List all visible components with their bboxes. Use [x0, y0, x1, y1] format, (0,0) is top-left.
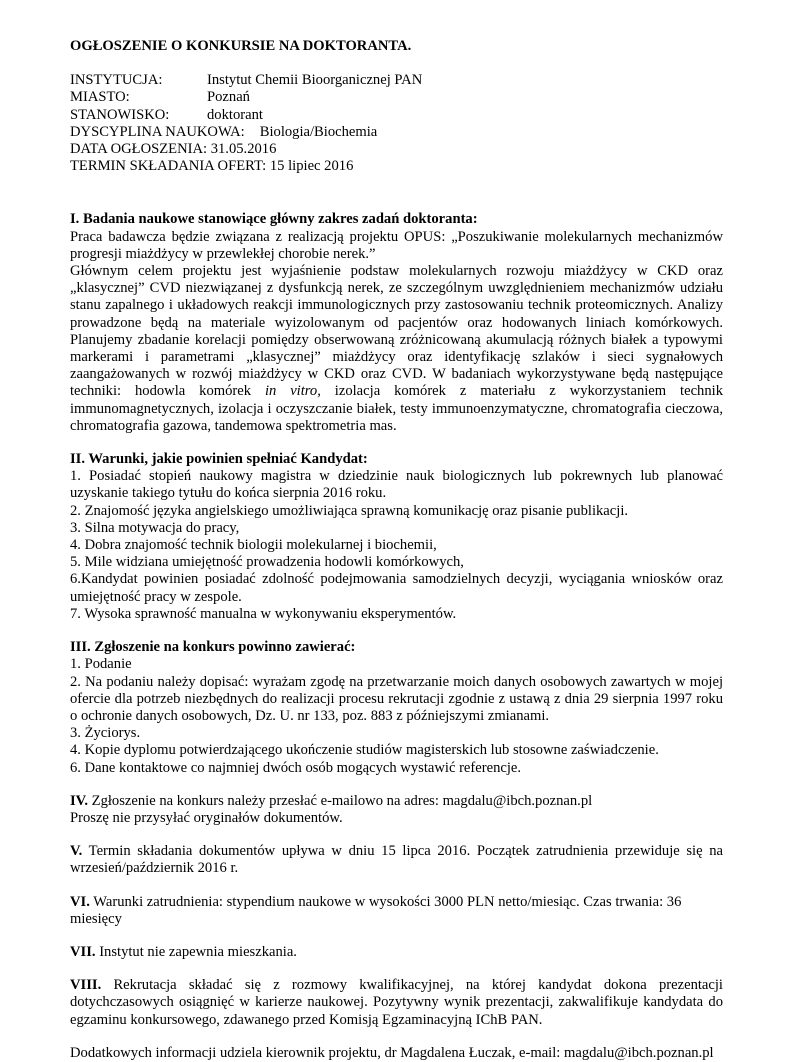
section-6-paragraph — [70, 894, 723, 928]
list-item: 3. Silna motywacja do pracy, — [70, 519, 240, 536]
termin-skladania: TERMIN SKŁADANIA OFERT: 15 lipiec 2016 — [70, 158, 354, 175]
section-2-heading: II. Warunki, jakie powinien spełniać Kandydat: — [70, 451, 368, 468]
instytucja-value: Instytut Chemii Bioorganicznej PAN — [207, 72, 423, 89]
list-item: 6. Dane kontaktowe co najmniej dwóch osób mogących wystawić referencje. — [70, 759, 522, 776]
section-8 — [70, 977, 723, 1029]
section-1-paragraph-2 — [70, 263, 723, 435]
section-4-text: Zgłoszenie na konkurs należy przesłać e-mailowo na adres: magdalu@ibch.poznan.pl — [88, 792, 593, 809]
section-5-paragraph — [70, 843, 723, 877]
section-4-number: IV. — [70, 792, 88, 809]
list-item: 1. Posiadać stopień naukowy magistra w dziedzinie nauk biologicznych lub pokrewnych lub planować uzyskanie takiego tytułu do końca sierpnia 2016 roku. — [70, 468, 723, 502]
section-5-number: V. — [70, 843, 83, 860]
p2-part-b: , izolacja komórek z materiału z wykorzystaniem technik immunomagnetycznych, izolacja i oczyszczanie białek, testy immunoenzymatyczne, chromatografia cieczowa, chromatografia gazowa, tandemowa spektrometria mas. — [70, 383, 723, 434]
section-8-text: Rekrutacja składać się z rozmowy kwalifikacyjnej, na której kandydat dokona prezentacji dotychczasowych osiągnięć w karierze naukowej. Pozytywny wynik prezentacji, zakwalifikuje kandydata do egzaminu konkursowego, zdawanego przed Komisją Egzaminacyjną IChB PAN. — [70, 977, 723, 1028]
list-item: 1. Podanie — [70, 656, 132, 673]
section-1-paragraph-1: Praca badawcza będzie związana z realizacją projektu OPUS: „Poszukiwanie molekularnych mechanizmów progresji miażdżycy w przewlekłej chorobie nerek.” — [70, 228, 723, 262]
info-row-dyscyplina — [70, 124, 723, 141]
info-row-instytucja — [70, 72, 723, 89]
section-7-number: VII. — [70, 943, 96, 960]
list-item: 2. Znajomość języka angielskiego umożliwiająca sprawną komunikację oraz pisanie publikacji. — [70, 502, 629, 519]
list-item: 7. Wysoka sprawność manualna w wykonywaniu eksperymentów. — [70, 605, 457, 622]
section-7-text: Instytut nie zapewnia mieszkania. — [95, 943, 297, 960]
miasto-value: Poznań — [207, 89, 250, 106]
list-item: 4. Kopie dyplomu potwierdzającego ukończenie studiów magisterskich lub stosowne zaświadczenie. — [70, 742, 659, 759]
info-row-stanowisko — [70, 107, 723, 124]
section-8-number: VIII. — [70, 977, 102, 994]
section-3 — [70, 639, 723, 777]
list-item: 5. Mile widziana umiejętność prowadzenia hodowli komórkowych, — [70, 554, 464, 571]
section-4-line-1 — [70, 793, 723, 810]
section-4-line-2: Proszę nie przysyłać oryginałów dokumentów. — [70, 809, 343, 826]
instytucja-label: INSTYTUCJA: — [70, 72, 163, 89]
section-6-number: VI. — [70, 893, 90, 910]
section-3-heading: III. Zgłoszenie na konkurs powinno zawierać: — [70, 639, 356, 656]
section-4 — [70, 793, 723, 827]
section-2 — [70, 451, 723, 623]
info-row-miasto — [70, 89, 723, 106]
section-7-paragraph — [70, 944, 723, 961]
p2-part-a: Głównym celem projektu jest wyjaśnienie podstaw molekularnych rozwoju miażdżycy w CKD oraz „klasycznej” CVD niezwiązanej z dysfunkcją nerek, ze szczególnym uwzględnieniem mechanizmów udziału stanu zapalnego i układowych reakcji immunologicznych przy zastosowaniu technik proteomicznych. Analizy prowadzone będą na materiale wyizolowanym od pacjentów oraz hodowanych liniach komórkowych. Planujemy zbadanie korelacji pomiędzy obserwowaną zróżnicowaną akumulacją różnych białek a typowymi markerami i parametrami „klasycznej” miażdżycy oraz identyfikację szlaków i sieci sygnałowych zaangażowanych w rozwój miażdżycy w CKD oraz CVD. W badaniach wykorzystywane będą następujące techniki: hodowla komórek — [70, 263, 723, 400]
dyscyplina-label: DYSCYPLINA NAUKOWA: — [70, 123, 245, 140]
section-7 — [70, 944, 723, 961]
section-1 — [70, 211, 723, 435]
stanowisko-value: doktorant — [207, 106, 263, 123]
section-5-text: Termin składania dokumentów upływa w dniu 15 lipca 2016. Początek zatrudnienia przewiduje się na wrzesień/październik 2016 r. — [70, 843, 723, 877]
list-item: 4. Dobra znajomość technik biologii molekularnej i biochemii, — [70, 537, 437, 554]
list-item: 2. Na podaniu należy dopisać: wyrażam zgodę na przetwarzanie moich danych osobowych zawartych w mojej ofercie dla potrzeb niezbędnych do realizacji procesu rekrutacji zgodnie z ustawą z dnia 29 sierpnia 1997 roku o ochronie danych osobowych, Dz. U. nr 133, poz. 883 z późniejszymi zmianami. — [70, 673, 723, 724]
section-5 — [70, 843, 723, 877]
section-8-paragraph — [70, 977, 723, 1029]
p2-italic: in vitro — [264, 383, 318, 400]
stanowisko-label: STANOWISKO: — [70, 106, 170, 123]
miasto-label: MIASTO: — [70, 89, 130, 106]
data-ogloszenia: DATA OGŁOSZENIA: 31.05.2016 — [70, 141, 277, 158]
list-item: 6.Kandydat powinien posiadać zdolność podejmowania samodzielnych decyzji, wyciągania wniosków oraz umiejętność pracy w zespole. — [70, 571, 723, 605]
footer-contact: Dodatkowych informacji udziela kierownik projektu, dr Magdalena Łuczak, e-mail: magdalu@ibch.poznan.pl — [70, 1044, 714, 1061]
info-block — [70, 72, 723, 175]
section-6 — [70, 894, 723, 928]
section-1-heading: I. Badania naukowe stanowiące główny zakres zadań doktoranta: — [70, 211, 478, 228]
list-item: 3. Życiorys. — [70, 725, 141, 742]
document-title: OGŁOSZENIE O KONKURSIE NA DOKTORANTA. — [70, 38, 412, 54]
section-6-text: Warunki zatrudnienia: stypendium naukowe w wysokości 3000 PLN netto/miesiąc. Czas trwania: 36 miesięcy — [70, 893, 682, 927]
dyscyplina-value: Biologia/Biochemia — [259, 123, 378, 140]
